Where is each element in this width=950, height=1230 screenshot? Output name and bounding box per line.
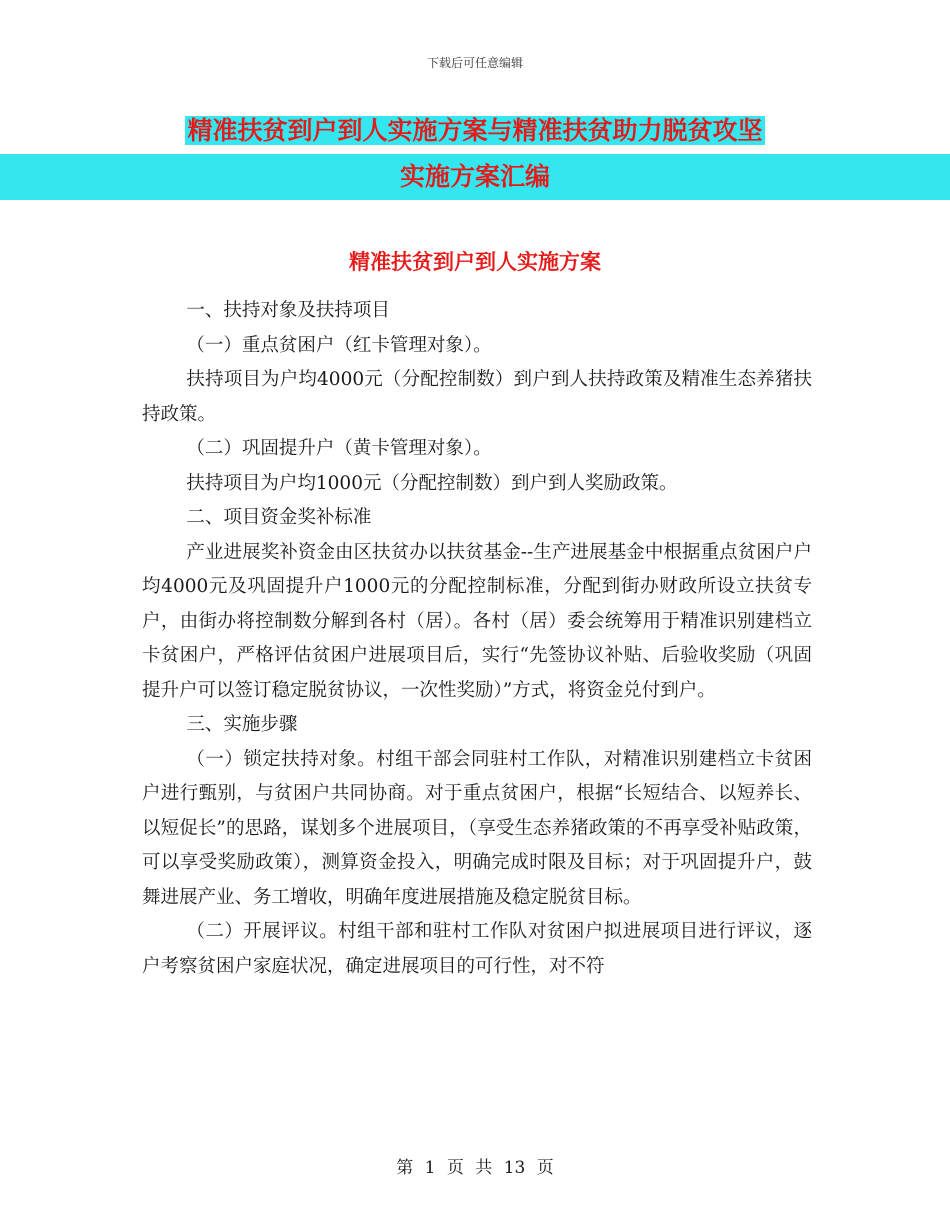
paragraph: 产业进展奖补资金由区扶贫办以扶贫基金--生产进展基金中根据重点贫困户户均4000元及巩固提升户1000元的分配控制标准，分配到街办财政所设立扶贫专户，由街办将控制数分解到各村（居）。各村（居）委会统筹用于精准识别建档立卡贫困户，严格评估贫困户进展项目后，实行“先签协议补贴、后验收奖励（巩固提升户可以签订稳定脱贫协议，一次性奖励）”方式，将资金兑付到户。 bbox=[142, 541, 812, 701]
document-title bbox=[0, 108, 950, 200]
paragraph: （一）锁定扶持对象。村组干部会同驻村工作队，对精准识别建档立卡贫困户进行甄别，与贫困户共同协商。对于重点贫困户，根据“长短结合、以短养长、以短促长”的思路，谋划多个进展项目，（享受生态养猪政策的不再享受补贴政策，可以享受奖励政策），测算资金投入，明确完成时限及目标；对于巩固提升户，鼓舞进展产业、务工增收，明确年度进展措施及稳定脱贫目标。 bbox=[142, 748, 812, 908]
paragraph: 扶持项目为户均1000元（分配控制数）到户到人奖励政策。 bbox=[186, 472, 678, 494]
document-title-line-2: 实施方案汇编 bbox=[399, 162, 550, 191]
section-title: 精准扶贫到户到人实施方案 bbox=[349, 249, 601, 274]
document-body bbox=[142, 294, 812, 984]
paragraph: （二）巩固提升户（黄卡管理对象）。 bbox=[186, 438, 492, 459]
page-footer: 第 1 页 共 13 页 bbox=[396, 1158, 554, 1178]
heading-1: 一、扶持对象及扶持项目 bbox=[186, 300, 390, 321]
header-note: 下载后可任意编辑 bbox=[426, 56, 523, 70]
paragraph: （二）开展评议。村组干部和驻村工作队对贫困户拟进展项目进行评议，逐户考察贫困户家庭状况，确定进展项目的可行性，对不符 bbox=[142, 921, 812, 977]
paragraph: 扶持项目为户均4000元（分配控制数）到户到人扶持政策及精准生态养猪扶持政策。 bbox=[142, 369, 812, 425]
heading-2: 二、项目资金奖补标准 bbox=[186, 507, 372, 528]
heading-3: 三、实施步骤 bbox=[186, 714, 298, 735]
paragraph: （一）重点贫困户（红卡管理对象）。 bbox=[186, 334, 492, 356]
document-title-line-1: 精准扶贫到户到人实施方案与精准扶贫助力脱贫攻坚 bbox=[187, 116, 763, 145]
